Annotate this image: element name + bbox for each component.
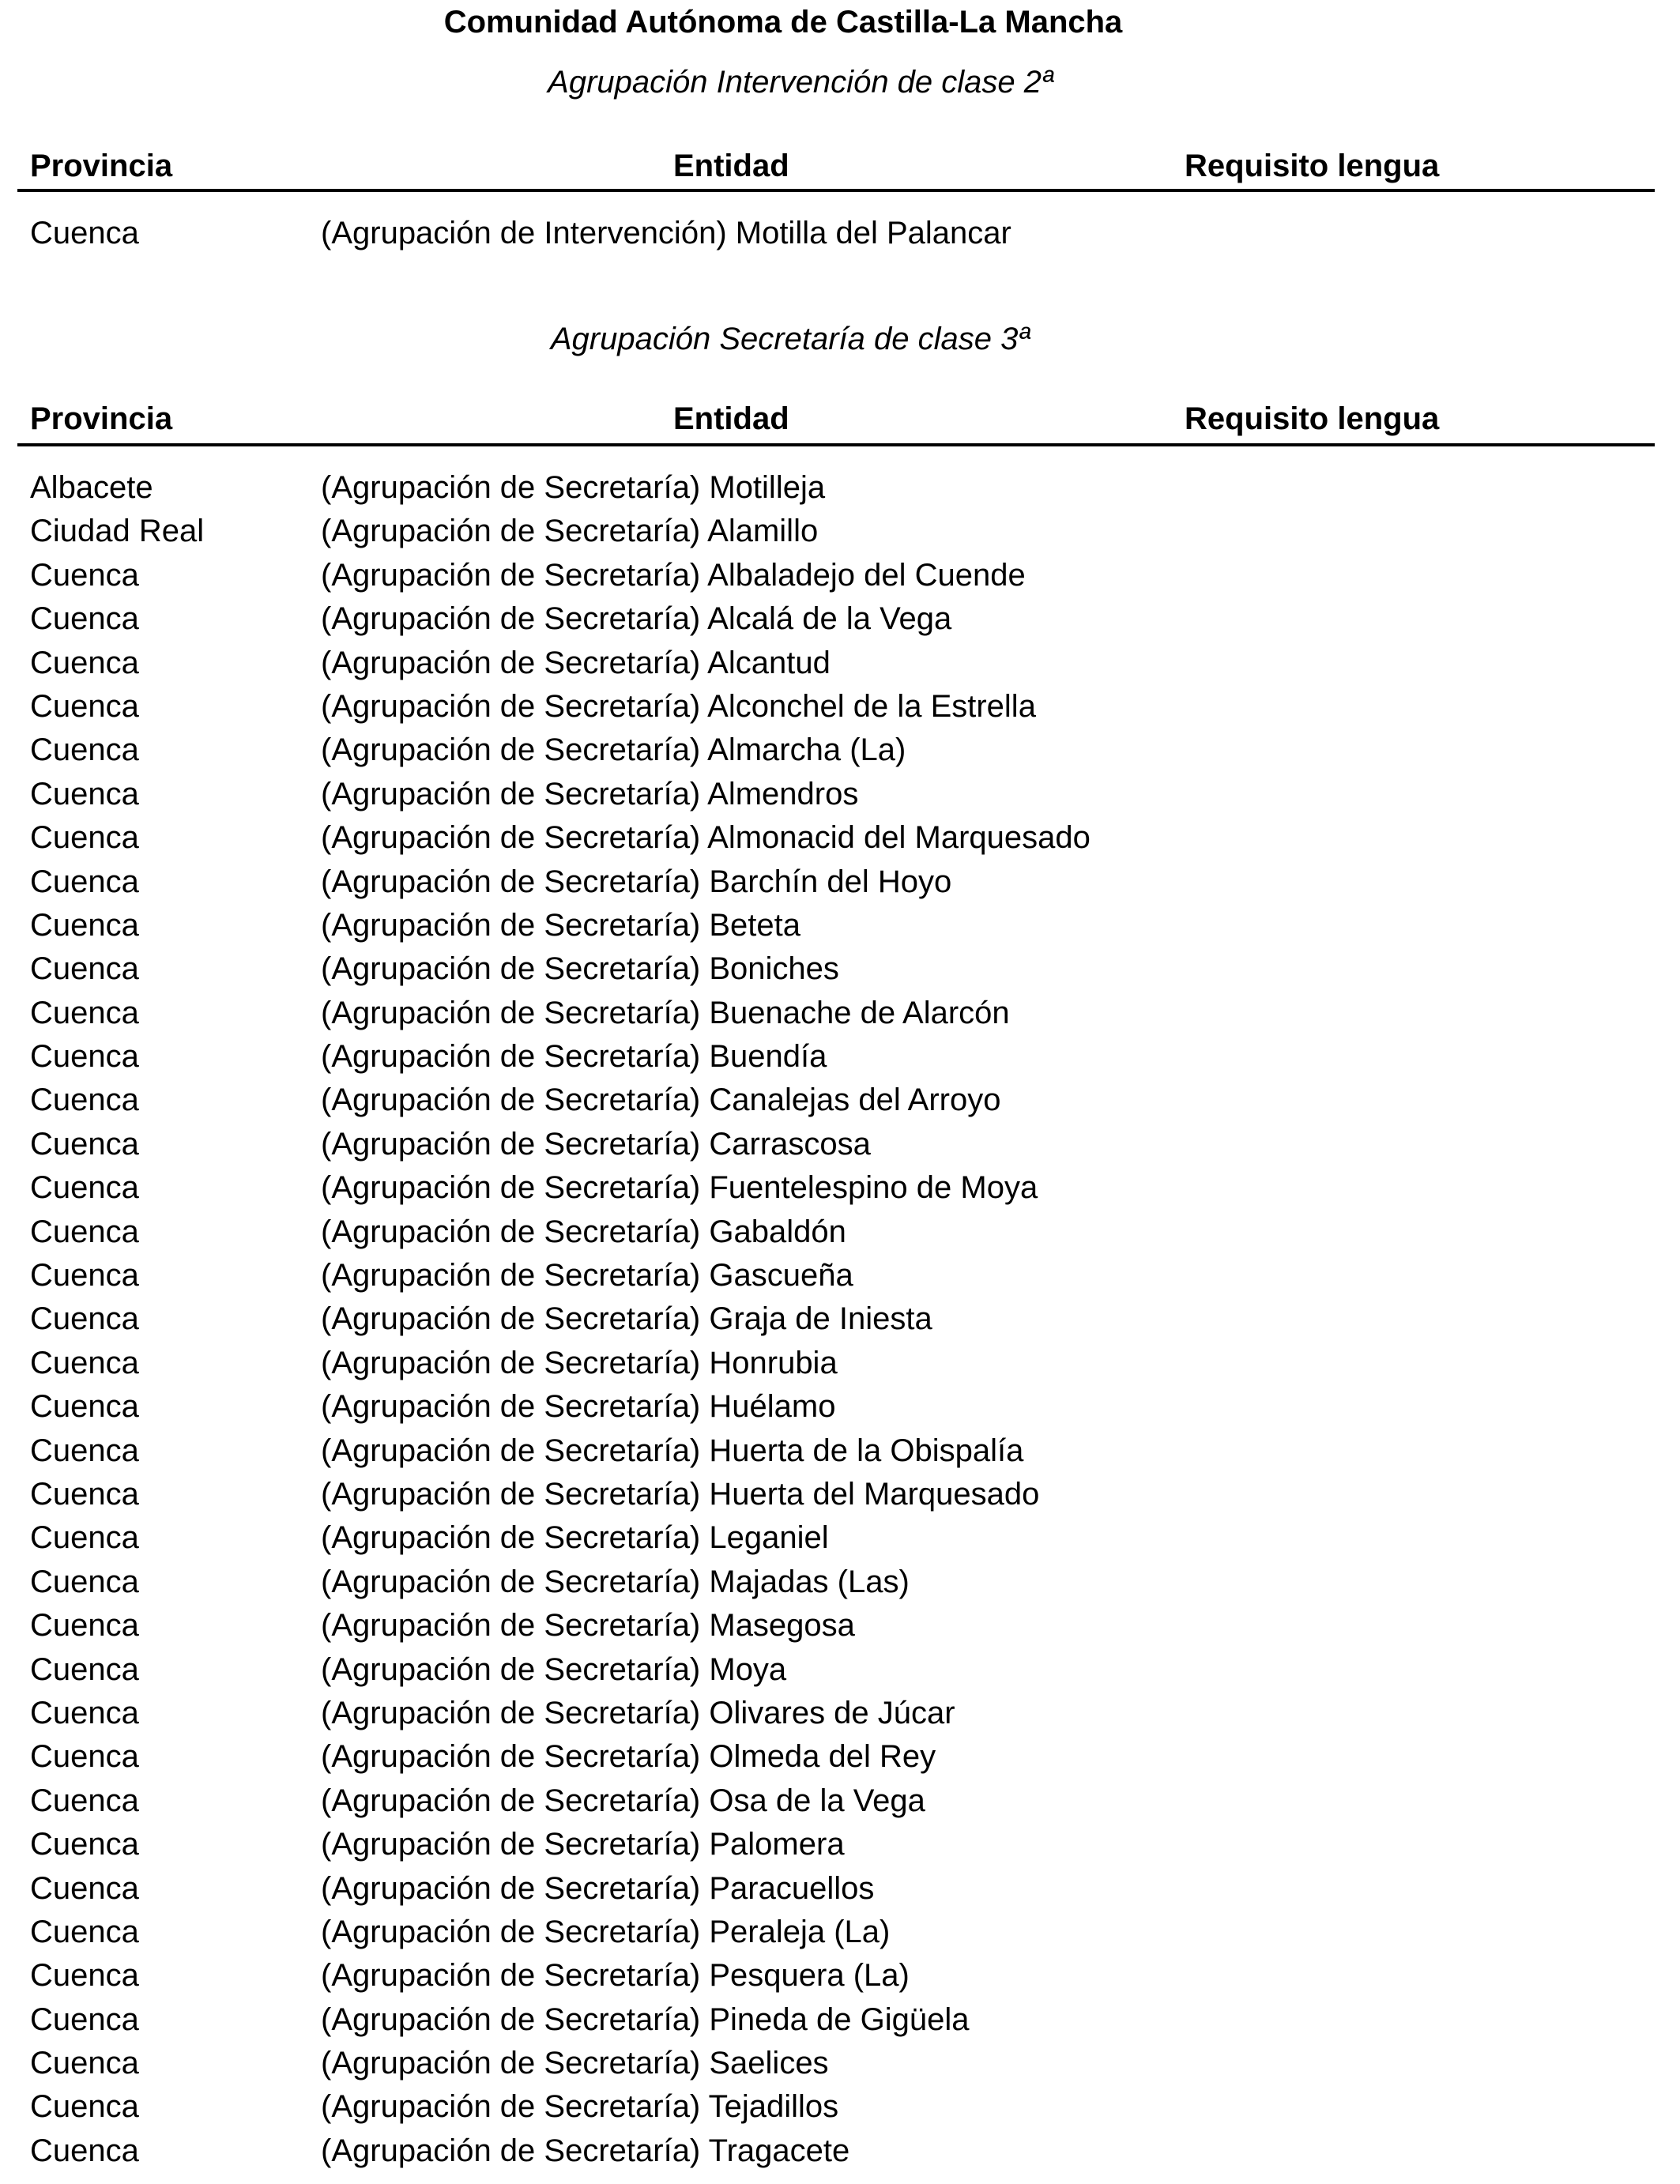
table-row — [17, 1692, 1655, 1735]
header-divider-intervencion — [17, 189, 1655, 192]
table-row — [17, 1166, 1655, 1210]
cell-entidad: (Agrupación de Secretaría) Peraleja (La) — [321, 1914, 891, 1949]
cell-provincia: Cuenca — [30, 1476, 139, 1512]
cell-entidad: (Agrupación de Secretaría) Almonacid del Marquesado — [321, 820, 1090, 856]
cell-provincia: Cuenca — [30, 951, 139, 987]
cell-entidad: (Agrupación de Secretaría) Pesquera (La) — [321, 1958, 910, 1994]
table-row — [17, 1735, 1655, 1779]
column-header-requisito-lengua: Requisito lengua — [1185, 149, 1440, 183]
table-row — [17, 2042, 1655, 2085]
table-row — [17, 1035, 1655, 1079]
cell-entidad: (Agrupación de Secretaría) Masegosa — [321, 1608, 855, 1644]
table-row — [17, 466, 1655, 510]
cell-provincia: Cuenca — [30, 864, 139, 899]
cell-entidad: (Agrupación de Secretaría) Tejadillos — [321, 2089, 839, 2125]
cell-provincia: Cuenca — [30, 216, 139, 250]
table-row — [17, 1254, 1655, 1297]
cell-provincia: Cuenca — [30, 1958, 139, 1994]
cell-provincia: Cuenca — [30, 688, 139, 724]
cell-provincia: Cuenca — [30, 995, 139, 1030]
column-header-entidad: Entidad — [673, 149, 789, 183]
table-row — [17, 1211, 1655, 1254]
table-row — [17, 2085, 1655, 2129]
table-row — [17, 1385, 1655, 1429]
table-row — [17, 773, 1655, 816]
table-row — [17, 1429, 1655, 1473]
cell-provincia: Cuenca — [30, 2133, 139, 2168]
column-header-entidad: Entidad — [673, 401, 789, 436]
cell-provincia: Cuenca — [30, 2089, 139, 2125]
table-row — [17, 1911, 1655, 1954]
column-header-requisito-lengua: Requisito lengua — [1185, 401, 1440, 436]
cell-entidad: (Agrupación de Secretaría) Honrubia — [321, 1345, 838, 1380]
table-row — [17, 1998, 1655, 2042]
table-row — [17, 510, 1655, 553]
cell-provincia: Cuenca — [30, 907, 139, 943]
cell-entidad: (Agrupación de Secretaría) Fuentelespino de Moya — [321, 1170, 1038, 1206]
table-row — [17, 1342, 1655, 1385]
cell-entidad: (Agrupación de Secretaría) Alcalá de la Vega — [321, 601, 952, 637]
cell-entidad: (Agrupación de Secretaría) Alamillo — [321, 514, 819, 549]
table-row — [17, 554, 1655, 597]
column-header-provincia: Provincia — [30, 149, 173, 183]
cell-provincia: Cuenca — [30, 1214, 139, 1249]
table-header-intervencion — [17, 144, 1655, 188]
cell-entidad: (Agrupación de Secretaría) Albaladejo del Cuende — [321, 557, 1026, 593]
table-row — [17, 1867, 1655, 1911]
section-subtitle-secretaria: Agrupación Secretaría de clase 3ª — [550, 322, 1030, 356]
cell-entidad: (Agrupación de Secretaría) Canalejas del Arroyo — [321, 1083, 1001, 1118]
table-row — [17, 597, 1655, 641]
cell-entidad: (Agrupación de Secretaría) Huerta de la Obispalía — [321, 1433, 1024, 1468]
cell-provincia: Cuenca — [30, 1695, 139, 1730]
cell-provincia: Cuenca — [30, 732, 139, 768]
cell-provincia: Cuenca — [30, 1651, 139, 1687]
cell-entidad: (Agrupación de Secretaría) Pineda de Gigüela — [321, 2001, 970, 2037]
table-row — [17, 1779, 1655, 1823]
table-row — [17, 1473, 1655, 1516]
cell-provincia: Cuenca — [30, 1608, 139, 1644]
table-row — [17, 1079, 1655, 1122]
cell-entidad: (Agrupación de Secretaría) Moya — [321, 1651, 787, 1687]
table-body-secretaria — [17, 466, 1655, 2173]
table-header-secretaria — [17, 397, 1655, 441]
cell-entidad: (Agrupación de Secretaría) Alcantud — [321, 645, 831, 680]
cell-provincia: Ciudad Real — [30, 514, 205, 549]
header-divider-secretaria — [17, 443, 1655, 446]
table-body-intervencion — [17, 212, 1655, 255]
section-subtitle-intervencion: Agrupación Intervención de clase 2ª — [548, 65, 1053, 100]
table-row — [17, 1648, 1655, 1692]
cell-entidad: (Agrupación de Secretaría) Tragacete — [321, 2133, 850, 2168]
cell-entidad: (Agrupación de Secretaría) Palomera — [321, 1827, 845, 1862]
cell-provincia: Cuenca — [30, 2046, 139, 2081]
cell-provincia: Cuenca — [30, 1433, 139, 1468]
cell-provincia: Cuenca — [30, 820, 139, 856]
table-row — [17, 992, 1655, 1035]
table-row — [17, 212, 1655, 255]
cell-provincia: Cuenca — [30, 1520, 139, 1556]
cell-provincia: Cuenca — [30, 2001, 139, 2037]
cell-provincia: Cuenca — [30, 1345, 139, 1380]
cell-provincia: Cuenca — [30, 1170, 139, 1206]
table-row — [17, 1123, 1655, 1166]
cell-provincia: Cuenca — [30, 1870, 139, 1906]
cell-provincia: Cuenca — [30, 557, 139, 593]
cell-entidad: (Agrupación de Secretaría) Gabaldón — [321, 1214, 846, 1249]
cell-entidad: (Agrupación de Secretaría) Buenache de Alarcón — [321, 995, 1010, 1030]
cell-provincia: Cuenca — [30, 1739, 139, 1775]
cell-entidad: (Agrupación de Secretaría) Carrascosa — [321, 1126, 871, 1162]
cell-provincia: Cuenca — [30, 1258, 139, 1293]
table-row — [17, 947, 1655, 991]
cell-entidad: (Agrupación de Secretaría) Almendros — [321, 776, 859, 811]
cell-entidad: (Agrupación de Secretaría) Barchín del Hoyo — [321, 864, 952, 899]
column-header-provincia: Provincia — [30, 401, 173, 436]
cell-provincia: Cuenca — [30, 1301, 139, 1337]
cell-provincia: Cuenca — [30, 1564, 139, 1599]
cell-entidad: (Agrupación de Secretaría) Paracuellos — [321, 1870, 875, 1906]
cell-provincia: Albacete — [30, 470, 153, 505]
cell-entidad: (Agrupación de Secretaría) Buendía — [321, 1039, 827, 1075]
cell-provincia: Cuenca — [30, 601, 139, 637]
table-row — [17, 904, 1655, 947]
cell-entidad: (Agrupación de Secretaría) Osa de la Vega — [321, 1783, 925, 1818]
table-row — [17, 685, 1655, 729]
cell-entidad: (Agrupación de Secretaría) Olmeda del Rey — [321, 1739, 936, 1775]
page-title: Comunidad Autónoma de Castilla-La Mancha — [443, 5, 1123, 40]
cell-provincia: Cuenca — [30, 1914, 139, 1949]
table-row — [17, 1954, 1655, 1998]
table-row — [17, 1297, 1655, 1341]
cell-entidad: (Agrupación de Secretaría) Gascueña — [321, 1258, 853, 1293]
cell-provincia: Cuenca — [30, 1126, 139, 1162]
cell-provincia: Cuenca — [30, 776, 139, 811]
table-row — [17, 2129, 1655, 2173]
cell-provincia: Cuenca — [30, 1083, 139, 1118]
table-row — [17, 816, 1655, 860]
cell-entidad: (Agrupación de Secretaría) Almarcha (La) — [321, 732, 906, 768]
table-row — [17, 1604, 1655, 1647]
table-row — [17, 642, 1655, 685]
cell-entidad: (Agrupación de Secretaría) Saelices — [321, 2046, 829, 2081]
table-row — [17, 1823, 1655, 1866]
cell-entidad: (Agrupación de Secretaría) Boniches — [321, 951, 839, 987]
cell-entidad: (Agrupación de Secretaría) Olivares de Júcar — [321, 1695, 955, 1730]
cell-entidad: (Agrupación de Secretaría) Motilleja — [321, 470, 826, 505]
cell-provincia: Cuenca — [30, 1039, 139, 1075]
cell-entidad: (Agrupación de Secretaría) Huélamo — [321, 1389, 836, 1425]
cell-entidad: (Agrupación de Secretaría) Graja de Iniesta — [321, 1301, 932, 1337]
table-row — [17, 1516, 1655, 1560]
cell-entidad: (Agrupación de Secretaría) Huerta del Marquesado — [321, 1476, 1040, 1512]
cell-provincia: Cuenca — [30, 1389, 139, 1425]
cell-provincia: Cuenca — [30, 1783, 139, 1818]
cell-entidad: (Agrupación de Secretaría) Beteta — [321, 907, 801, 943]
cell-provincia: Cuenca — [30, 1827, 139, 1862]
cell-entidad: (Agrupación de Secretaría) Alconchel de la Estrella — [321, 688, 1036, 724]
table-row — [17, 729, 1655, 772]
cell-provincia: Cuenca — [30, 645, 139, 680]
table-row — [17, 860, 1655, 904]
cell-entidad: (Agrupación de Secretaría) Leganiel — [321, 1520, 829, 1556]
table-row — [17, 1561, 1655, 1604]
cell-entidad: (Agrupación de Secretaría) Majadas (Las) — [321, 1564, 910, 1599]
cell-entidad: (Agrupación de Intervención) Motilla del Palancar — [321, 216, 1011, 250]
